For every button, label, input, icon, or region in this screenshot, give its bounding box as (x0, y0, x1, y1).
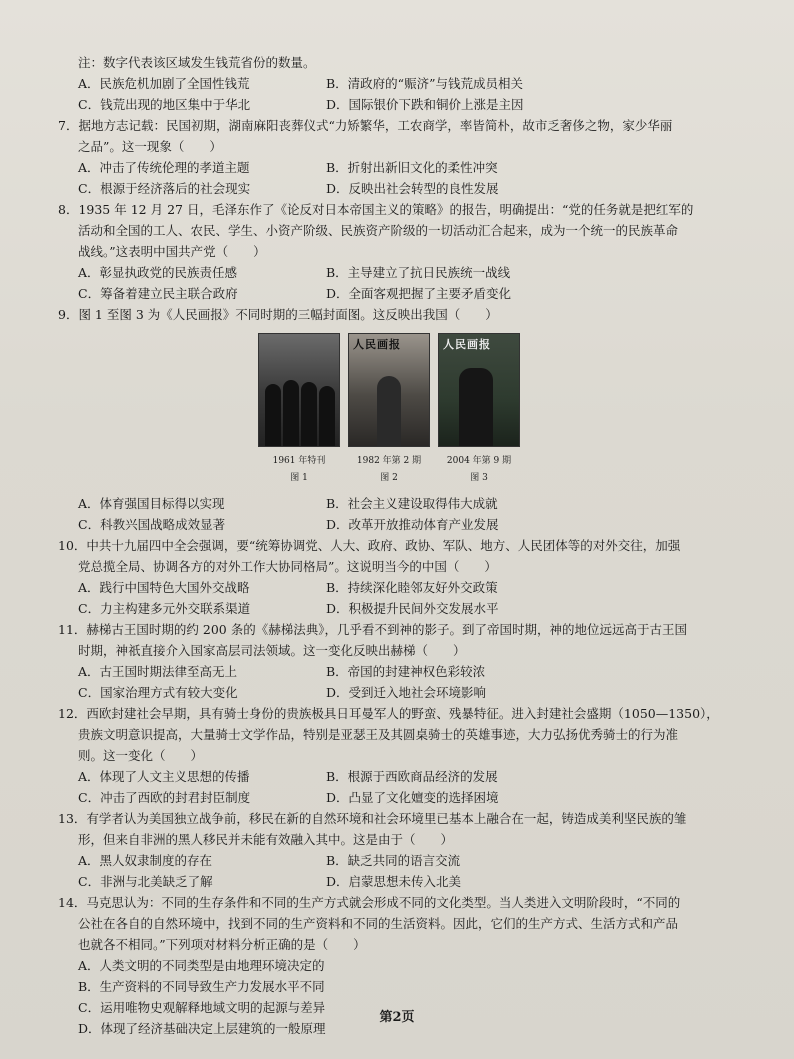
page-number: 第2页 (379, 1010, 415, 1025)
question-13 (58, 808, 758, 892)
figure-3-caption: 2004 年第 9 期 (446, 456, 512, 466)
figure-3-label: 图 3 (470, 473, 488, 483)
q6-options-row-2 (58, 94, 758, 115)
figure-2 (348, 333, 430, 485)
figure-3 (438, 333, 520, 485)
q12-stem-3: 则。这一变化（ ） (78, 748, 204, 763)
q9-option-b[interactable]: B．社会主义建设取得伟大成就 (326, 496, 498, 511)
figure-2-label: 图 2 (380, 473, 398, 483)
q12-option-d[interactable]: D．凸显了文化嬗变的选择困境 (326, 790, 499, 805)
q11-options-row-1 (58, 661, 758, 682)
figure-3-photo (438, 333, 520, 447)
q7-stem-1: 7．据地方志记载：民国初期，湖南麻阳丧葬仪式“力矫繁华，工农商学，率皆简朴，故市乏奢侈之物，家少华丽 (58, 118, 673, 133)
q11-option-c[interactable]: C．国家治理方式有较大变化 (78, 685, 238, 700)
q11-stem-1: 11．赫梯古王国时期的约 200 条的《赫梯法典》，几乎看不到神的影子。到了帝国时期，神的地位远远高于古王国 (58, 622, 687, 637)
q10-stem-2: 党总揽全局、协调各方的对外工作大协同格局”。这说明当今的中国（ ） (78, 559, 497, 574)
q13-stem-1: 13．有学者认为美国独立战争前，移民在新的自然环境和社会环境里已基本上融合在一起，铸造成美利坚民族的雏 (58, 811, 687, 826)
q8-stem-1: 8．1935 年 12 月 27 日，毛泽东作了《论反对日本帝国主义的策略》的报告，明确提出：“党的任务就是把红军的 (58, 202, 694, 217)
q10-option-d[interactable]: D．积极提升民间外交发展水平 (326, 601, 499, 616)
q11-option-a[interactable]: A．古王国时期法律至高无上 (78, 664, 238, 679)
q7-stem-2: 之品”。这一现象（ ） (78, 139, 222, 154)
q9-options-row-2 (58, 514, 758, 535)
q6-option-d[interactable]: D．国际银价下跌和铜价上涨是主因 (326, 97, 524, 112)
q6-options-row-1 (58, 73, 758, 94)
map-note: 注：数字代表该区域发生钱荒省份的数量。 (78, 55, 316, 70)
question-12 (58, 703, 758, 808)
question-10 (58, 535, 758, 619)
figure-2-photo (348, 333, 430, 447)
q13-stem-2: 形，但来自非洲的黑人移民并未能有效融入其中。这是由于（ ） (78, 832, 454, 847)
q9-stem-1: 9．图 1 至图 3 为《人民画报》不同时期的三幅封面图。这反映出我国（ ） (58, 307, 498, 322)
figure-2-masthead: 人民画报 (353, 338, 401, 351)
q8-option-b[interactable]: B．主导建立了抗日民族统一战线 (326, 265, 511, 280)
q7-options-row-2 (58, 178, 758, 199)
q14-option-b[interactable]: B．生产资料的不同导致生产力发展水平不同 (78, 979, 325, 994)
q12-options-row-2 (58, 787, 758, 808)
figure-1 (258, 333, 340, 485)
q11-options-row-2 (58, 682, 758, 703)
q12-options-row-1 (58, 766, 758, 787)
q9-option-c[interactable]: C．科教兴国战略成效显著 (78, 517, 226, 532)
q13-options-row-1 (58, 850, 758, 871)
q10-stem-1: 10．中共十九届四中全会强调，要“统筹协调党、人大、政府、政协、军队、地方、人民团体等的对外交往，加强 (58, 538, 681, 553)
q7-option-d[interactable]: D．反映出社会转型的良性发展 (326, 181, 499, 196)
question-9 (58, 304, 758, 535)
q10-options-row-1 (58, 577, 758, 598)
figure-1-caption: 1961 年特刊 (272, 456, 326, 466)
q11-option-b[interactable]: B．帝国的封建神权色彩较浓 (326, 664, 486, 679)
q7-option-a[interactable]: A．冲击了传统伦理的孝道主题 (78, 160, 250, 175)
q9-options-row-1 (58, 493, 758, 514)
q12-option-a[interactable]: A．体现了人文主义思想的传播 (78, 769, 250, 784)
q9-figures (258, 333, 758, 485)
q12-option-b[interactable]: B．根源于西欧商品经济的发展 (326, 769, 498, 784)
q12-stem-2: 贵族文明意识提高，大量骑士文学作品，特别是亚瑟王及其圆桌骑士的英雄事迹，大力弘扬优秀骑士的行为准 (78, 727, 679, 742)
q11-option-d[interactable]: D．受到迁入地社会环境影响 (326, 685, 487, 700)
q8-option-d[interactable]: D．全面客观把握了主要矛盾变化 (326, 286, 512, 301)
q14-stem-1: 14．马克思认为：不同的生存条件和不同的生产方式就会形成不同的文化类型。当人类进入文明阶段时，“不同的 (58, 895, 681, 910)
q9-option-a[interactable]: A．体育强国目标得以实现 (78, 496, 225, 511)
q13-options-row-2 (58, 871, 758, 892)
q13-option-b[interactable]: B．缺乏共同的语言交流 (326, 853, 461, 868)
figure-3-masthead: 人民画报 (443, 338, 491, 351)
q13-option-d[interactable]: D．启蒙思想未传入北美 (326, 874, 462, 889)
q9-option-d[interactable]: D．改革开放推动体育产业发展 (326, 517, 499, 532)
q10-option-c[interactable]: C．力主构建多元外交联系渠道 (78, 601, 251, 616)
q13-option-c[interactable]: C．非洲与北美缺乏了解 (78, 874, 213, 889)
q6-option-a[interactable]: A．民族危机加剧了全国性钱荒 (78, 76, 250, 91)
q6-option-c[interactable]: C．钱荒出现的地区集中于华北 (78, 97, 251, 112)
q8-stem-2: 活动和全国的工人、农民、学生、小资产阶级、民族资产阶级的一切活动汇合起来，成为一个统一的民族革命 (78, 223, 679, 238)
q8-options-row-2 (58, 283, 758, 304)
q14-option-a[interactable]: A．人类文明的不同类型是由地理环境决定的 (78, 958, 325, 973)
q6-option-b[interactable]: B．清政府的“赈济”与钱荒成员相关 (326, 76, 523, 91)
q10-options-row-2 (58, 598, 758, 619)
figure-2-caption: 1982 年第 2 期 (356, 456, 422, 466)
q10-option-a[interactable]: A．践行中国特色大国外交战略 (78, 580, 250, 595)
q14-stem-2: 公社在各自的自然环境中，找到不同的生产资料和不同的生活资料。因此，它们的生产方式、生活方式和产品 (78, 916, 679, 931)
question-8 (58, 199, 758, 304)
q7-option-c[interactable]: C．根源于经济落后的社会现实 (78, 181, 251, 196)
figure-1-photo (258, 333, 340, 447)
q7-option-b[interactable]: B．折射出新旧文化的柔性冲突 (326, 160, 498, 175)
q8-option-a[interactable]: A．彰显执政党的民族责任感 (78, 265, 238, 280)
q14-option-c[interactable]: C．运用唯物史观解释地域文明的起源与差异 (78, 1000, 326, 1015)
figure-1-label: 图 1 (290, 473, 308, 483)
q7-options-row-1 (58, 157, 758, 178)
q12-stem-1: 12．西欧封建社会早期，具有骑士身份的贵族极具日耳曼军人的野蛮、残暴特征。进入封建社会盛期（1050—1350）， (58, 706, 719, 721)
q13-option-a[interactable]: A．黑人奴隶制度的存在 (78, 853, 213, 868)
q12-option-c[interactable]: C．冲击了西欧的封君封臣制度 (78, 790, 251, 805)
q8-stem-3: 战线。”这表明中国共产党（ ） (78, 244, 266, 259)
q14-stem-3: 也就各不相同。”下列项对材料分析正确的是（ ） (78, 937, 366, 952)
q8-option-c[interactable]: C．筹备着建立民主联合政府 (78, 286, 238, 301)
page-content (58, 52, 758, 1039)
q10-option-b[interactable]: B．持续深化睦邻友好外交政策 (326, 580, 498, 595)
q11-stem-2: 时期，神祇直接介入国家高层司法领域。这一变化反映出赫梯（ ） (78, 643, 466, 658)
question-11 (58, 619, 758, 703)
q8-options-row-1 (58, 262, 758, 283)
question-7 (58, 115, 758, 199)
q14-option-d[interactable]: D．体现了经济基础决定上层建筑的一般原理 (78, 1021, 326, 1036)
